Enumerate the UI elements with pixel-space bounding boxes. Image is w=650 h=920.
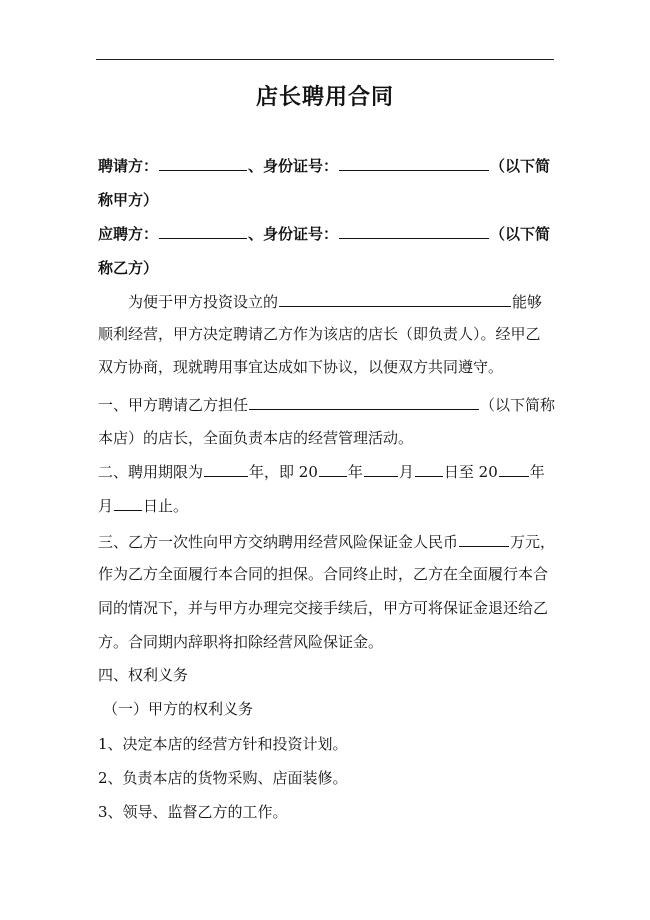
clause2-line-2	[98, 495, 188, 516]
clause3-line-2: 作为乙方全面履行本合同的担保。合同终止时，乙方在全面履行本合	[98, 565, 549, 583]
intro-line-2: 顺利经营，甲方决定聘请乙方作为该店的店长（即负责人）。经甲乙	[98, 325, 541, 343]
party-b-label: 应聘方：	[98, 225, 159, 243]
party-b-name-blank	[159, 223, 247, 239]
end-month-blank	[114, 495, 142, 511]
party-a-line	[98, 155, 550, 176]
clause2-text-c: 年	[347, 463, 363, 481]
clause2-text-d: 月	[398, 463, 414, 481]
clause1-line-1	[98, 394, 555, 415]
clause4-item-2: 2、负责本店的货物采购、店面装修。	[98, 769, 348, 787]
store-name-blank	[279, 291, 511, 307]
clause1-line-2: 本店）的店长，全面负责本店的经营管理活动。	[98, 429, 414, 447]
clause2-line-1	[98, 461, 545, 482]
clause2-text-a: 二、聘用期限为	[98, 463, 204, 481]
clause3-text-a: 三、乙方一次性向甲方交纳聘用经营风险保证金人民币	[98, 533, 459, 551]
party-a-suffix: （以下简	[490, 157, 551, 175]
clause4-item-3: 3、领导、监督乙方的工作。	[98, 803, 288, 821]
intro-text-b: 能够	[512, 293, 543, 311]
party-a-label: 聘请方：	[98, 157, 159, 175]
clause4-heading: 四、权利义务	[98, 666, 189, 684]
party-b-id-label: 、身份证号：	[248, 225, 339, 243]
clause3-line-3: 同的情况下，并与甲方办理完交接手续后，甲方可将保证金退还给乙	[98, 599, 549, 617]
clause2-text-end: 日止。	[143, 497, 189, 515]
party-a-id-blank	[339, 155, 489, 171]
party-a-name-blank	[159, 155, 247, 171]
party-b-cont: 称乙方）	[98, 259, 159, 277]
start-year-blank	[319, 461, 347, 477]
start-day-blank	[415, 461, 443, 477]
clause2-text-e: 日至 20	[443, 463, 498, 481]
clause2-text-f: 年	[529, 463, 545, 481]
document-title: 店长聘用合同	[255, 85, 394, 110]
party-b-suffix: （以下简	[490, 225, 551, 243]
clause2-text-b: 年，即 20	[249, 463, 318, 481]
clause4-item-1: 1、决定本店的经营方针和投资计划。	[98, 735, 348, 753]
clause3-line-4: 方。合同期内辞职将扣除经营风险保证金。	[98, 633, 384, 651]
header-rule	[96, 59, 554, 60]
party-a-cont: 称甲方）	[98, 191, 159, 209]
clause1-text-b: （以下简称	[480, 396, 556, 414]
clause1-text-a: 一、甲方聘请乙方担任	[98, 396, 249, 414]
start-month-blank	[364, 461, 398, 477]
term-years-blank	[204, 461, 248, 477]
clause2-text-month: 月	[98, 497, 114, 515]
clause3-line-1	[98, 531, 555, 552]
clause4-sub1: （一）甲方的权利义务	[103, 700, 254, 718]
party-b-id-blank	[339, 223, 489, 239]
party-b-line	[98, 223, 550, 244]
position-blank	[249, 394, 479, 410]
clause3-text-b: 万元，	[510, 533, 556, 551]
end-year-blank	[499, 461, 529, 477]
intro-text-a: 为便于甲方投资设立的	[128, 293, 279, 311]
intro-line-1	[128, 291, 542, 312]
party-a-id-label: 、身份证号：	[248, 157, 339, 175]
deposit-amount-blank	[459, 531, 509, 547]
intro-line-3: 双方协商，现就聘用事宜达成如下协议，以便双方共同遵守。	[98, 358, 504, 376]
